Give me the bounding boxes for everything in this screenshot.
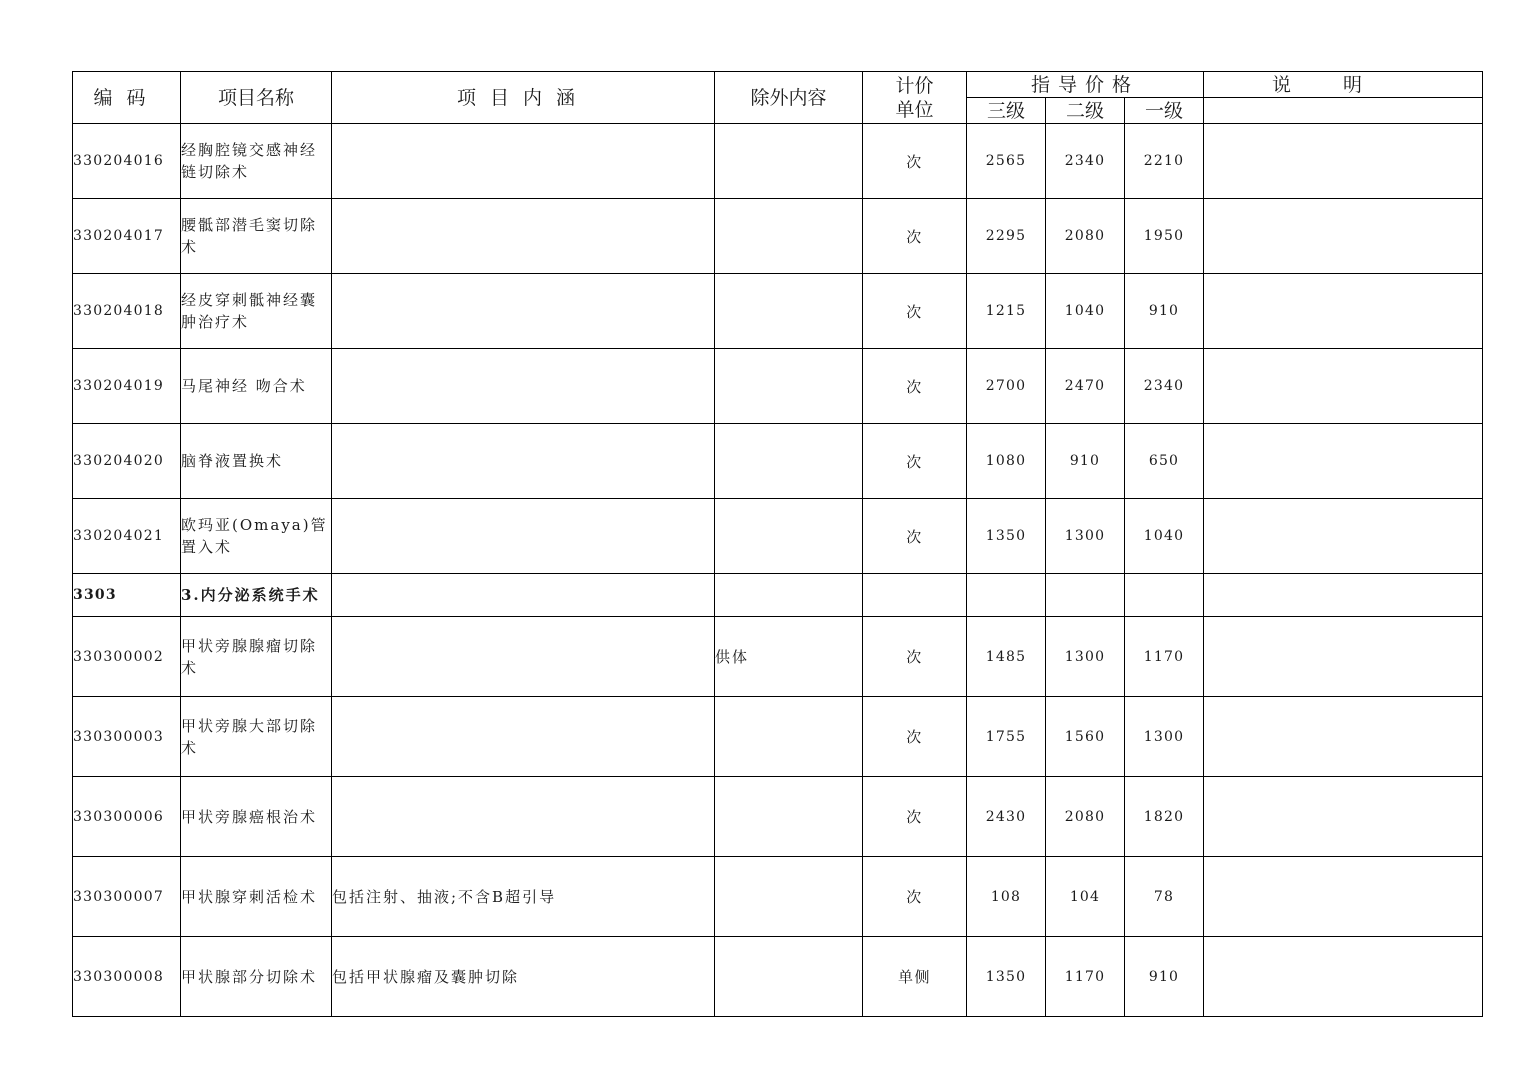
header-content: 项目内涵 <box>332 72 715 124</box>
cell-code: 330204016 <box>73 124 181 199</box>
cell-content: 包括注射、抽液;不含B超引导 <box>332 857 715 937</box>
cell-note <box>1204 574 1483 617</box>
cell-content <box>332 777 715 857</box>
cell-unit: 次 <box>863 697 967 777</box>
cell-level1-price: 1040 <box>1125 499 1204 574</box>
cell-note <box>1204 124 1483 199</box>
cell-exclusion <box>715 697 863 777</box>
cell-exclusion <box>715 857 863 937</box>
cell-note <box>1204 199 1483 274</box>
cell-note <box>1204 937 1483 1017</box>
cell-exclusion <box>715 937 863 1017</box>
cell-unit <box>863 574 967 617</box>
cell-code: 330300003 <box>73 697 181 777</box>
cell-content <box>332 349 715 424</box>
cell-code: 330300006 <box>73 777 181 857</box>
cell-code: 330300002 <box>73 617 181 697</box>
cell-level3-price: 2565 <box>967 124 1046 199</box>
cell-code: 330204017 <box>73 199 181 274</box>
cell-exclusion <box>715 499 863 574</box>
table-row <box>73 424 1483 499</box>
cell-unit: 次 <box>863 199 967 274</box>
cell-name: 腰骶部潜毛窦切除术 <box>181 199 332 274</box>
cell-level1-price: 78 <box>1125 857 1204 937</box>
cell-level2-price <box>1046 574 1125 617</box>
cell-level2-price: 2340 <box>1046 124 1125 199</box>
cell-level3-price: 1350 <box>967 499 1046 574</box>
cell-name: 经胸腔镜交感神经链切除术 <box>181 124 332 199</box>
header-level2: 二级 <box>1046 98 1125 124</box>
cell-unit: 次 <box>863 777 967 857</box>
cell-note <box>1204 499 1483 574</box>
header-price-group: 指导价格 <box>967 72 1204 98</box>
header-name: 项目名称 <box>181 72 332 124</box>
cell-note <box>1204 617 1483 697</box>
table-row <box>73 274 1483 349</box>
cell-level3-price: 1080 <box>967 424 1046 499</box>
cell-name: 经皮穿刺骶神经囊肿治疗术 <box>181 274 332 349</box>
cell-level3-price <box>967 574 1046 617</box>
cell-level1-price: 650 <box>1125 424 1204 499</box>
cell-note <box>1204 857 1483 937</box>
cell-unit: 次 <box>863 617 967 697</box>
header-unit <box>863 72 967 124</box>
cell-name: 甲状旁腺大部切除术 <box>181 697 332 777</box>
cell-level1-price <box>1125 574 1204 617</box>
cell-level1-price: 910 <box>1125 274 1204 349</box>
cell-unit: 次 <box>863 499 967 574</box>
cell-unit: 次 <box>863 349 967 424</box>
table-row <box>73 499 1483 574</box>
cell-level2-price: 1170 <box>1046 937 1125 1017</box>
cell-name: 3.内分泌系统手术 <box>181 574 332 617</box>
cell-content <box>332 697 715 777</box>
cell-code: 330204018 <box>73 274 181 349</box>
cell-exclusion <box>715 574 863 617</box>
header-row-top <box>73 72 1483 98</box>
cell-level3-price: 108 <box>967 857 1046 937</box>
cell-name: 脑脊液置换术 <box>181 424 332 499</box>
cell-exclusion <box>715 124 863 199</box>
cell-level1-price: 1300 <box>1125 697 1204 777</box>
cell-exclusion <box>715 424 863 499</box>
cell-level2-price: 104 <box>1046 857 1125 937</box>
cell-unit: 次 <box>863 124 967 199</box>
cell-note <box>1204 777 1483 857</box>
cell-level3-price: 2295 <box>967 199 1046 274</box>
cell-level1-price: 1950 <box>1125 199 1204 274</box>
header-unit-text: 计价单位 <box>895 74 934 121</box>
table-body <box>73 124 1483 1017</box>
cell-name: 欧玛亚(Omaya)管置入术 <box>181 499 332 574</box>
cell-exclusion <box>715 199 863 274</box>
table-row <box>73 777 1483 857</box>
cell-exclusion <box>715 777 863 857</box>
cell-name: 甲状腺穿刺活检术 <box>181 857 332 937</box>
section-row <box>73 574 1483 617</box>
table-row <box>73 349 1483 424</box>
cell-exclusion <box>715 349 863 424</box>
cell-level2-price: 1300 <box>1046 499 1125 574</box>
header-exclusion: 除外内容 <box>715 72 863 124</box>
cell-level1-price: 910 <box>1125 937 1204 1017</box>
cell-name: 甲状旁腺腺瘤切除术 <box>181 617 332 697</box>
cell-content <box>332 574 715 617</box>
cell-level1-price: 1170 <box>1125 617 1204 697</box>
cell-content <box>332 424 715 499</box>
header-note: 说明 <box>1204 72 1483 98</box>
cell-level1-price: 2340 <box>1125 349 1204 424</box>
cell-content <box>332 499 715 574</box>
table-row <box>73 199 1483 274</box>
cell-exclusion <box>715 274 863 349</box>
cell-level3-price: 1755 <box>967 697 1046 777</box>
cell-level2-price: 1560 <box>1046 697 1125 777</box>
cell-level3-price: 2430 <box>967 777 1046 857</box>
cell-level2-price: 1040 <box>1046 274 1125 349</box>
cell-level3-price: 1215 <box>967 274 1046 349</box>
cell-name: 甲状旁腺癌根治术 <box>181 777 332 857</box>
cell-code: 330204020 <box>73 424 181 499</box>
cell-code: 330204021 <box>73 499 181 574</box>
price-table <box>72 71 1483 1017</box>
cell-content <box>332 124 715 199</box>
cell-unit: 次 <box>863 857 967 937</box>
cell-code: 330300008 <box>73 937 181 1017</box>
table-row <box>73 124 1483 199</box>
header-level3: 三级 <box>967 98 1046 124</box>
cell-level2-price: 1300 <box>1046 617 1125 697</box>
cell-content <box>332 617 715 697</box>
cell-note <box>1204 424 1483 499</box>
header-level1: 一级 <box>1125 98 1204 124</box>
table-row <box>73 697 1483 777</box>
cell-level1-price: 2210 <box>1125 124 1204 199</box>
header-code: 编码 <box>73 72 181 124</box>
cell-content <box>332 274 715 349</box>
cell-content <box>332 199 715 274</box>
cell-code: 330300007 <box>73 857 181 937</box>
cell-name: 马尾神经 吻合术 <box>181 349 332 424</box>
cell-name: 甲状腺部分切除术 <box>181 937 332 1017</box>
cell-unit: 单侧 <box>863 937 967 1017</box>
cell-level3-price: 1485 <box>967 617 1046 697</box>
table-row <box>73 937 1483 1017</box>
cell-unit: 次 <box>863 274 967 349</box>
cell-note <box>1204 274 1483 349</box>
cell-level3-price: 2700 <box>967 349 1046 424</box>
cell-code: 3303 <box>73 574 181 617</box>
cell-exclusion: 供体 <box>715 617 863 697</box>
cell-note <box>1204 349 1483 424</box>
table-row <box>73 617 1483 697</box>
cell-note <box>1204 697 1483 777</box>
cell-content: 包括甲状腺瘤及囊肿切除 <box>332 937 715 1017</box>
cell-code: 330204019 <box>73 349 181 424</box>
header-note-blank <box>1204 98 1483 124</box>
cell-level3-price: 1350 <box>967 937 1046 1017</box>
cell-level1-price: 1820 <box>1125 777 1204 857</box>
cell-level2-price: 2080 <box>1046 199 1125 274</box>
cell-level2-price: 2470 <box>1046 349 1125 424</box>
cell-level2-price: 2080 <box>1046 777 1125 857</box>
table-row <box>73 857 1483 937</box>
cell-unit: 次 <box>863 424 967 499</box>
cell-level2-price: 910 <box>1046 424 1125 499</box>
